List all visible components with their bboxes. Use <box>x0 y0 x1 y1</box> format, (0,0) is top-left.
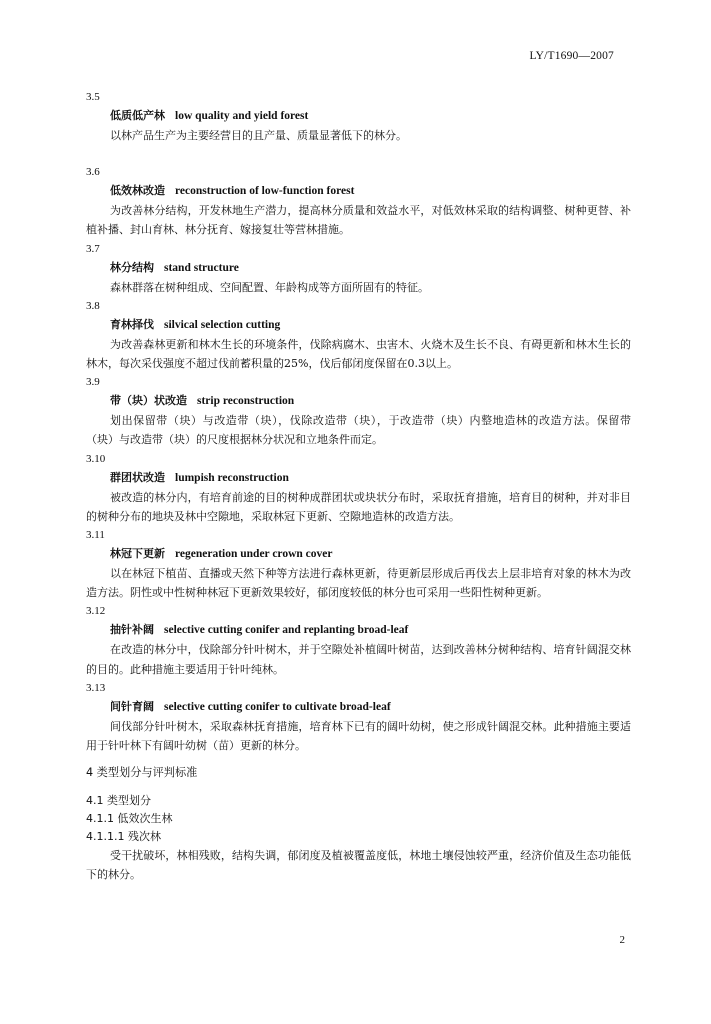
term-definition: 以在林冠下植苗、直播或天然下种等方法进行森林更新，待更新层形成后再伐去上层非培育对象的林木为改造方法。阴性或中性树种林冠下更新效果较好，郁闭度较低的林分也可采用一些阳性树种更新。 <box>86 567 631 600</box>
term-cn: 抽针补阔 <box>110 623 154 637</box>
term-cn: 育林择伐 <box>110 317 154 331</box>
term-en: low quality and yield forest <box>175 110 309 122</box>
term-title <box>86 106 631 126</box>
term-number: 3.7 <box>86 242 100 255</box>
page-content <box>86 88 631 885</box>
term-en: regeneration under crown cover <box>175 548 333 561</box>
term-definition: 以林产品生产为主要经营目的且产量、质量显著低下的林分。 <box>110 129 407 142</box>
term-number: 3.5 <box>86 91 100 103</box>
term-3-10 <box>86 450 631 526</box>
term-definition: 森林群落在树种组成、空间配置、年龄构成等方面所固有的特征。 <box>110 280 429 294</box>
section-4-1-1-1-definition: 受干扰破坏，林相残败，结构失调，郁闭度及植被覆盖度低，林地土壤侵蚀较严重，经济价值及生态功能低下的林分。 <box>86 849 631 882</box>
term-title <box>86 468 631 488</box>
term-definition: 划出保留带（块）与改造带（块），伐除改造带（块），于改造带（块）内整地造林的改造方法。保留带（块）与改造带（块）的尺度根据林分状况和立地条件而定。 <box>86 414 631 447</box>
term-3-8 <box>86 297 631 373</box>
section-4-1-1-1-heading: 4.1.1.1 残次林 <box>86 830 161 844</box>
term-3-6 <box>86 163 631 239</box>
term-cn: 群团状改造 <box>110 470 165 484</box>
term-title <box>86 181 631 201</box>
term-definition: 为改善森林更新和林木生长的环境条件，伐除病腐木、虫害木、火烧木及生长不良、有碍更新和林木生长的林木，每次采伐强度不超过伐前蓄积量的25%，伐后郁闭度保留在0.3以上。 <box>86 337 631 371</box>
term-title <box>86 258 631 278</box>
term-number: 3.13 <box>86 681 106 694</box>
term-en: reconstruction of low-function forest <box>175 185 355 198</box>
section-4-1-1-heading: 4.1.1 低效次生林 <box>86 812 173 826</box>
term-number: 3.6 <box>86 166 100 179</box>
term-number: 3.9 <box>86 376 100 389</box>
term-cn: 林分结构 <box>110 260 154 274</box>
term-3-9 <box>86 373 631 449</box>
term-3-12 <box>86 602 631 678</box>
term-cn: 低效林改造 <box>110 184 165 198</box>
term-title <box>86 544 631 564</box>
term-title <box>86 697 631 717</box>
term-en: lumpish reconstruction <box>175 471 289 484</box>
term-definition: 被改造的林分内，有培育前途的目的树种成群团状或块状分布时，采取抚育措施，培育目的树种，并对非目的树种分布的地块及林中空隙地，采取林冠下更新、空隙地造林的改造方法。 <box>86 490 631 523</box>
term-3-7 <box>86 240 631 297</box>
term-number: 3.11 <box>86 529 105 542</box>
term-cn: 林冠下更新 <box>110 547 165 561</box>
term-en: silvical selection cutting <box>164 318 281 331</box>
term-definition: 间伐部分针叶树木，采取森林抚育措施，培育林下已有的阔叶幼树，使之形成针阔混交林。此种措施主要适用于针叶林下有阔叶幼树（苗）更新的林分。 <box>86 719 631 753</box>
page-number: 2 <box>619 934 625 946</box>
term-en: selective cutting conifer and replanting broad-leaf <box>164 624 409 637</box>
term-title <box>86 620 631 640</box>
term-3-11 <box>86 526 631 602</box>
term-3-13 <box>86 679 631 755</box>
term-number: 3.10 <box>86 452 106 465</box>
term-number: 3.8 <box>86 299 100 312</box>
term-en: selective cutting conifer to cultivate broad-leaf <box>164 700 391 713</box>
standard-code-header: LY/T1690—2007 <box>529 50 614 62</box>
term-cn: 间针育阔 <box>110 699 154 713</box>
section-4-1-heading: 4.1 类型划分 <box>86 794 151 808</box>
chapter-4-heading: 4 类型划分与评判标准 <box>86 766 198 780</box>
term-cn: 带（块）状改造 <box>110 394 187 408</box>
term-en: strip reconstruction <box>197 395 295 408</box>
term-definition: 为改善林分结构，开发林地生产潜力，提高林分质量和效益水平，对低效林采取的结构调整、树种更替、补植补播、封山育林、林分抚育、嫁接复壮等营林措施。 <box>86 204 631 237</box>
term-title <box>86 315 631 335</box>
term-cn: 低质低产林 <box>110 109 165 122</box>
term-en: stand structure <box>164 261 239 274</box>
term-3-5 <box>86 88 631 145</box>
term-number: 3.12 <box>86 605 106 618</box>
term-definition: 在改造的林分中，伐除部分针叶树木，并于空隙处补植阔叶树苗，达到改善林分树种结构、培育针阔混交林的目的。此种措施主要适用于针叶纯林。 <box>86 643 631 676</box>
term-title <box>86 391 631 411</box>
